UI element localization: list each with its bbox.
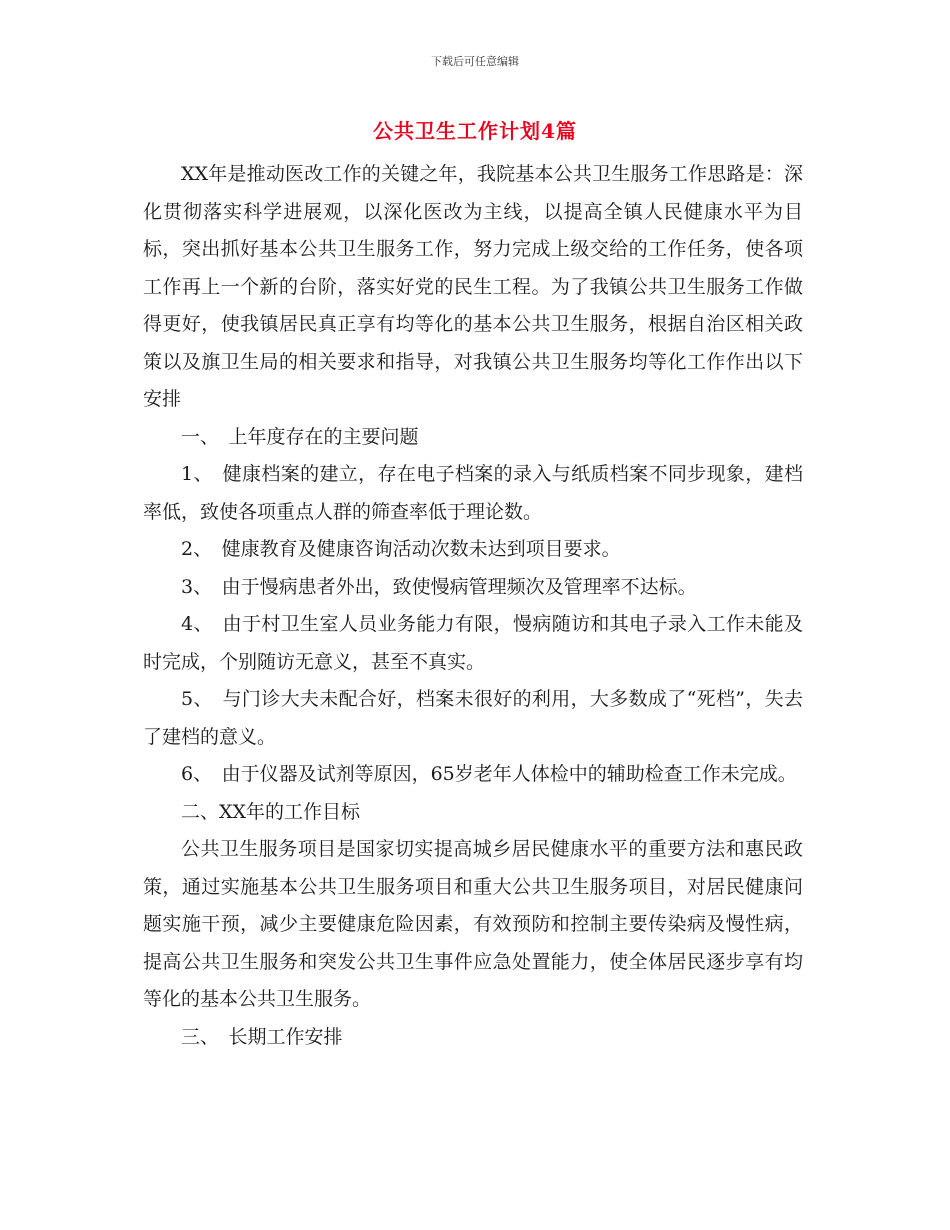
list-item: 4、 由于村卫生室人员业务能力有限，慢病随访和其电子录入工作未能及时完成，个别随访无意义，甚至不真实。 [143, 613, 803, 673]
list-item: 2、 健康教育及健康咨询活动次数未达到项目要求。 [181, 538, 621, 560]
section-heading: 三、 长期工作安排 [181, 1025, 343, 1048]
section-heading: 一、 上年度存在的主要问题 [181, 425, 419, 448]
list-item: 1、 健康档案的建立，存在电子档案的录入与纸质档案不同步现象，建档率低，致使各项重点人群的筛查率低于理论数。 [143, 463, 803, 523]
list-item: 6、 由于仪器及试剂等原因，65岁老年人体检中的辅助检查工作未完成。 [181, 763, 797, 785]
page-header: 下载后可任意编辑 [431, 55, 519, 68]
list-item: 5、 与门诊大夫未配合好，档案未很好的利用，大多数成了“死档”，失去了建档的意义。 [143, 688, 803, 748]
section-heading: 二、XX年的工作目标 [181, 800, 361, 823]
list-item: 3、 由于慢病患者外出，致使慢病管理频次及管理率不达标。 [181, 575, 697, 598]
document-body [143, 156, 803, 1056]
document-title: 公共卫生工作计划4篇 [373, 119, 577, 143]
body-paragraph: 公共卫生服务项目是国家切实提高城乡居民健康水平的重要方法和惠民政策，通过实施基本公共卫生服务项目和重大公共卫生服务项目，对居民健康问题实施干预，减少主要健康危险因素，有效预防和控制主要传染病及慢性病，提高公共卫生服务和突发公共卫生事件应急处置能力，使全体居民逐步享有均等化的基本公共卫生服务。 [143, 838, 803, 1010]
intro-paragraph: XX年是推动医改工作的关键之年，我院基本公共卫生服务工作思路是：深化贯彻落实科学进展观，以深化医改为主线，以提高全镇人民健康水平为目标，突出抓好基本公共卫生服务工作，努力完成上级交给的工作任务，使各项工作再上一个新的台阶，落实好党的民生工程。为了我镇公共卫生服务工作做得更好，使我镇居民真正享有均等化的基本公共卫生服务，根据自治区相关政策以及旗卫生局的相关要求和指导，对我镇公共卫生服务均等化工作作出以下安排 [143, 163, 803, 410]
